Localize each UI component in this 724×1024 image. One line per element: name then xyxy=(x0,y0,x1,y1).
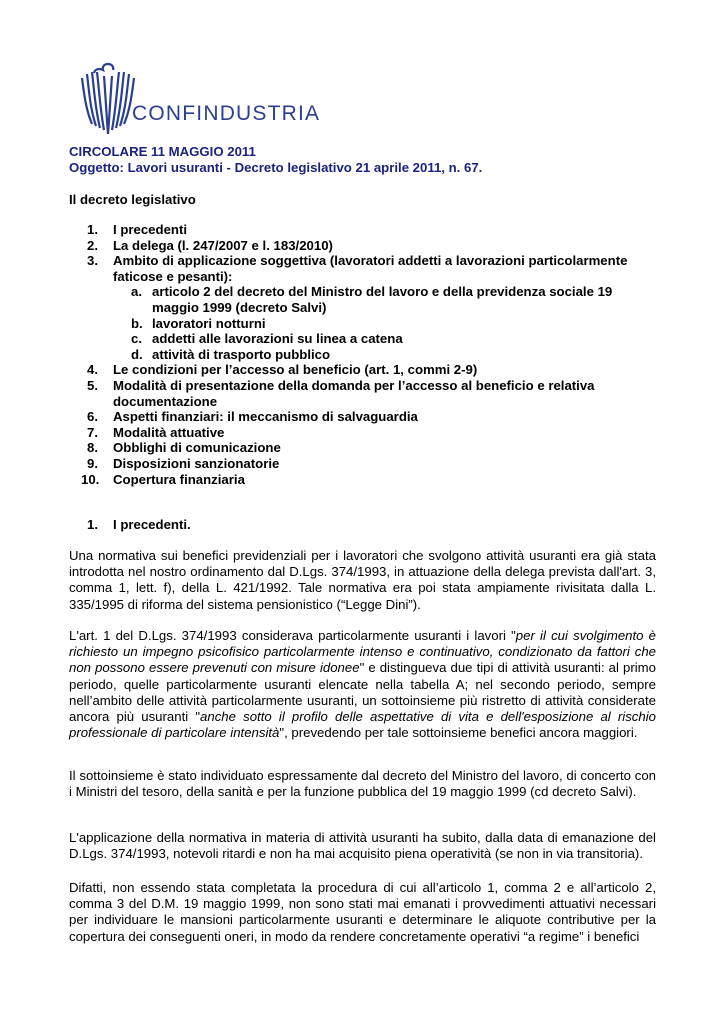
toc-item xyxy=(69,222,649,238)
toc-number: 7. xyxy=(87,424,98,440)
toc-number: 4. xyxy=(87,362,98,378)
paragraph-5: Difatti, non essendo stata completata la procedura di cui all’articolo 1, comma 2 e all’articolo 2, comma 3 del D.M. 19 maggio 1999, non sono stati mai emanati i provvedimenti attuativi necessari per individuare le mansioni particolarmente usuranti e determinare le aliquote contributive per la copertura dei conseguenti oneri, in modo da rendere concretamente operativi “a regime” i benefici xyxy=(69,880,656,944)
confindustria-logo xyxy=(78,58,348,138)
toc-subitem xyxy=(69,347,649,363)
paragraph-2-quote: anche sotto il profilo delle aspettative di vita e dell'esposizione al rischio professionale di particolare intensità xyxy=(69,709,656,741)
toc-text: Le condizioni per l’accesso al beneficio (art. 1, commi 2-9) xyxy=(113,362,478,378)
paragraph-2 xyxy=(69,628,656,741)
toc-text: attività di trasporto pubblico xyxy=(152,346,331,362)
toc-number: b. xyxy=(131,315,143,331)
toc-text: Copertura finanziaria xyxy=(113,471,245,487)
toc-text: addetti alle lavorazioni su linea a catena xyxy=(152,331,403,347)
toc-text: La delega (l. 247/2007 e l. 183/2010) xyxy=(113,237,333,253)
section1-number: 1. xyxy=(87,517,98,532)
toc-number: 8. xyxy=(87,440,98,456)
toc-text: Disposizioni sanzionatorie xyxy=(113,455,280,471)
toc-text: Ambito di applicazione soggettiva (lavoratori addetti a lavorazioni particolarmente faticose e pesanti): xyxy=(113,253,628,284)
section-heading: Il decreto legislativo xyxy=(69,192,196,207)
paragraph-2-text: " e distingueva due tipi di attività usuranti: al primo periodo, quelle particolarmente usuranti elencate nella tabella A; nel secondo periodo, sempre nell’ambito delle attività particolarmente usuranti, un sottoinsieme più ristretto di attività considerate ancora più usuranti " xyxy=(69,660,656,725)
table-of-contents xyxy=(69,222,649,487)
toc-item xyxy=(69,409,649,425)
paragraph-2-text: L'art. 1 del D.Lgs. 374/1993 considerava particolarmente usuranti i lavori " xyxy=(69,628,516,643)
toc-item xyxy=(69,238,649,254)
logo-wordmark: CONFINDUSTRIA xyxy=(132,102,321,125)
paragraph-3: Il sottoinsieme è stato individuato espressamente dal decreto del Ministro del lavoro, di concerto con i Ministri del tesoro, della sanità e per la funzione pubblica del 19 maggio 1999 (cd decreto Salvi). xyxy=(69,768,656,800)
toc-item xyxy=(69,425,649,441)
toc-text: I precedenti xyxy=(113,222,188,237)
toc-item xyxy=(69,378,649,409)
toc-number: 5. xyxy=(87,377,98,393)
paragraph-1: Una normativa sui benefici previdenziali per i lavoratori che svolgono attività usuranti era già stata introdotta nel nostro ordinamento dal D.Lgs. 374/1993, in attuazione della delega prevista dall'art. 3, comma 1, lett. f), della L. 421/1992. Tale normativa era poi stata ampiamente rivisitata dalla L. 335/1995 di riforma del sistema pensionistico (“Legge Dini”). xyxy=(69,548,656,612)
paragraph-2-text: ", prevedendo per tale sottoinsieme benefici ancora maggiori. xyxy=(279,725,638,741)
toc-number: 10. xyxy=(81,471,100,487)
toc-text: articolo 2 del decreto del Ministro del lavoro e della previdenza sociale 19 maggio 1999 (decreto Salvi) xyxy=(152,284,613,315)
paragraph-4: L'applicazione della normativa in materia di attività usuranti ha subito, dalla data di emanazione del D.Lgs. 374/1993, notevoli ritardi e non ha mai acquisito piena operatività (se non in via transitoria). xyxy=(69,830,656,862)
section1-title: I precedenti. xyxy=(113,517,191,532)
toc-number: a. xyxy=(131,284,142,300)
section1-heading xyxy=(87,517,191,532)
toc-number: 2. xyxy=(87,237,98,253)
toc-number: 6. xyxy=(87,409,98,425)
toc-subitem xyxy=(69,331,649,347)
toc-number: c. xyxy=(131,331,142,347)
toc-text: Aspetti finanziari: il meccanismo di salvaguardia xyxy=(113,409,418,425)
paragraph-2-quote: per il cui svolgimento è richiesto un impegno psicofisico particolarmente intenso e continuativo, condizionato da fattori che non possono essere prevenuti con misure idonee xyxy=(69,628,656,676)
toc-number: 9. xyxy=(87,455,98,471)
toc-text: lavoratori notturni xyxy=(152,315,266,331)
toc-text: Modalità attuative xyxy=(113,424,225,440)
circular-date: CIRCOLARE 11 MAGGIO 2011 xyxy=(69,144,256,159)
toc-text: Modalità di presentazione della domanda per l’accesso al beneficio e relativa documentazione xyxy=(113,377,595,409)
toc-item xyxy=(69,362,649,378)
toc-item xyxy=(69,253,649,284)
toc-subitem xyxy=(69,316,649,332)
toc-number: 1. xyxy=(87,222,98,237)
toc-number: 3. xyxy=(87,253,98,269)
eagle-emblem-icon xyxy=(78,58,138,136)
toc-text: Obblighi di comunicazione xyxy=(113,440,281,456)
toc-subitem xyxy=(69,284,649,315)
toc-number: d. xyxy=(131,346,143,362)
toc-item xyxy=(69,440,649,456)
toc-item xyxy=(69,472,649,488)
toc-item xyxy=(69,456,649,472)
subject-line: Oggetto: Lavori usuranti - Decreto legislativo 21 aprile 2011, n. 67. xyxy=(69,160,483,175)
